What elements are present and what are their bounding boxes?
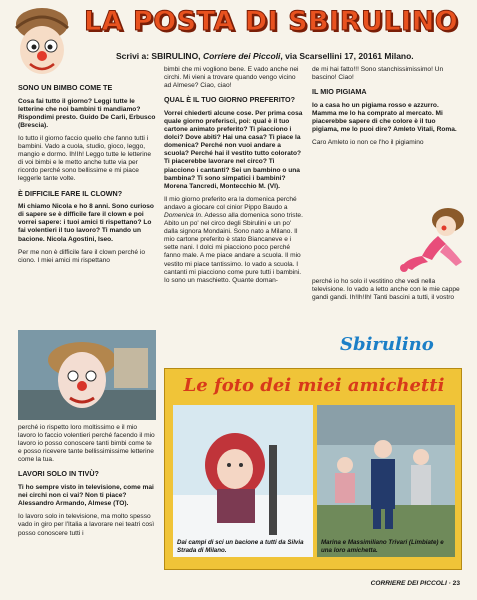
footer-magazine: CORRIERE DEI PICCOLI xyxy=(370,580,447,587)
letter-question: Io a casa ho un pigiama rosso e azzurro. Mamma me lo ha comprato al mercato. Mi piacerebbe sapere di che colore è il tuo pigiama, me lo puoi dire? Amleto Vitali, Roma. xyxy=(312,101,457,134)
letter-answer: Io tutto il giorno faccio quello che fanno tutti i bambini. Vado a cuola, studio, gioco, leggo, mangio e dormo. Ih!Ih! Leggo tutte le letterine di voi bimbi e le metto anche tutte via per ricordo perché sono bellissime e mi piace leggerle tante volte. xyxy=(18,134,152,183)
letter-heading: LAVORI SOLO IN TIVÙ? xyxy=(18,469,99,479)
column-1-lower xyxy=(18,424,156,592)
address-line xyxy=(116,51,466,61)
friends-photos-box xyxy=(164,368,462,570)
letter-heading: SONO UN BIMBO COME TE xyxy=(18,84,113,92)
photos-title: Le foto dei miei amichetti xyxy=(183,375,445,396)
letter-heading: QUAL È IL TUO GIORNO PREFERITO? xyxy=(164,95,295,105)
letter-answer: Caro Amleto io non ce l'ho il pigiamino xyxy=(312,139,424,147)
photo-caption: Dai campi di sci un bacione a tutti da Silvia Strada di Milano. xyxy=(177,539,304,554)
address-prefix: Scrivi a: SBIRULINO, xyxy=(116,51,201,61)
sbirulino-signature: Sbirulino xyxy=(340,334,434,355)
page-footer: CORRIERE DEI PICCOLI · 23 xyxy=(370,580,460,587)
tv-show-name: Domenica In xyxy=(164,212,202,219)
letter-question: Mi chiamo Nicola e ho 8 anni. Sono curioso di sapere se è difficile fare il clown e poi vorrei sapere: i tuoi amici ti rispettano? Lo fai volentieri il tuo lavoro? Ti mando un bacione. Nicola Agostini, Iseo. xyxy=(18,203,154,243)
answer-text: Il mio giorno preferito era la domenica perché andavo a giocare col cinior Pippo Baudo a xyxy=(164,195,297,211)
page-number: 23 xyxy=(452,580,460,587)
letter-heading: È DIFFICILE FARE IL CLOWN? xyxy=(18,188,123,198)
column-2 xyxy=(164,66,304,342)
letter-answer-continued: perché io ho solo il vestitino che vedi nella televisione. Io vado a letto anche con le mie cappe gandi gandi. Ih!Ih!Ih! Tanti bascini a tutti, il vostro xyxy=(312,278,460,302)
photo-three-children xyxy=(317,405,455,557)
photo-ski-child xyxy=(173,405,313,557)
address-magazine: Corriere dei Piccoli xyxy=(202,51,281,61)
letter-question: Ti ho sempre visto in televisione, come mai nei circhi non ci vai? Non ti piace? Alessandro Armando, Almese (TO). xyxy=(18,484,154,508)
address-suffix: , via Scarsellini 17, 20161 Milano. xyxy=(280,51,414,61)
letter-question: Vorrei chiederti alcune cose. Per prima cosa quale giorno preferisci, poi: qual è il tuo cartone animato preferito? Ti piacciono i dolci? Dove abiti? Hai una casa? Ti piace la domenica? Perché non vuoi andare a scuola? Perché hai il vestito tutto colorato? Ti piacerebbe lavorare nel circo? Ti piacciono i cantanti? Sei un bambino o una bambina? Ti sono simpatici i bambini? Morena Tancredi, Montecchio M. (VI). xyxy=(164,109,303,190)
clown-photo xyxy=(18,330,156,420)
letter-answer-continued: bimbi che mi vogliono bene. E vado anche nei circhi. Mi vieni a trovare quando vengo vicino ad Almese? Ciao, ciao! xyxy=(164,66,299,90)
letter-answer: Per me non è difficile fare il clown perché io ciono. I miei amici mi rispettano xyxy=(18,248,146,264)
photo-ski-child-image xyxy=(173,405,313,557)
page-title: LA POSTA DI SBIRULINO xyxy=(84,6,459,37)
letter-question: Cosa fai tutto il giorno? Leggi tutte le letterine che noi bambini ti mandiamo? Rispondimi presto. Guido De Carli, Erbusco (Brescia). xyxy=(18,97,156,129)
sbirulino-doll-illustration xyxy=(398,200,470,274)
sbirulino-mascot-head xyxy=(6,4,78,82)
letter-answer-continued: de mi hai fatto!!! Sono stanchissimissimo! Un bascino! Ciao! xyxy=(312,66,444,82)
photo-three-children-image xyxy=(317,405,455,557)
letter-answer xyxy=(164,196,304,285)
letter-answer-continued: perché io rispetto loro moltissimo e il mio lavoro lo faccio volentieri perché facendo il mio lavoro io posso conoscere tanti bimbi come te e posso ricevere tante bellissimissime letterine come la tua. xyxy=(18,424,155,464)
column-3-lower xyxy=(312,278,460,322)
photo-caption: Marina e Massimiliano Trivari (Limbiate) e una loro amichetta. xyxy=(321,539,444,554)
letter-answer: Io lavoro solo in televisione, ma molto spesso vado in giro per l'Italia a lavorare nei teatri così posso conoscere tutti i xyxy=(18,513,155,537)
letter-heading: IL MIO PIGIAMA xyxy=(312,87,367,97)
answer-text: . Adesso alla domenica sono triste. Abito un po' nel circo degli Sbirulini e un po' dalla signora Mondaini. Sono nato a Milano. Il mio cartone preferito è stato Biancaneve e i sette nani. I dolci mi piacciono poco perché fanno male. A me piace andare a scuola. Il mio vestito mi piace tantissimo. Io vado a scuola. I cantanti mi piacciono come pure tutti i bambini. Io sono un maschietto. Quante doman- xyxy=(164,212,303,284)
